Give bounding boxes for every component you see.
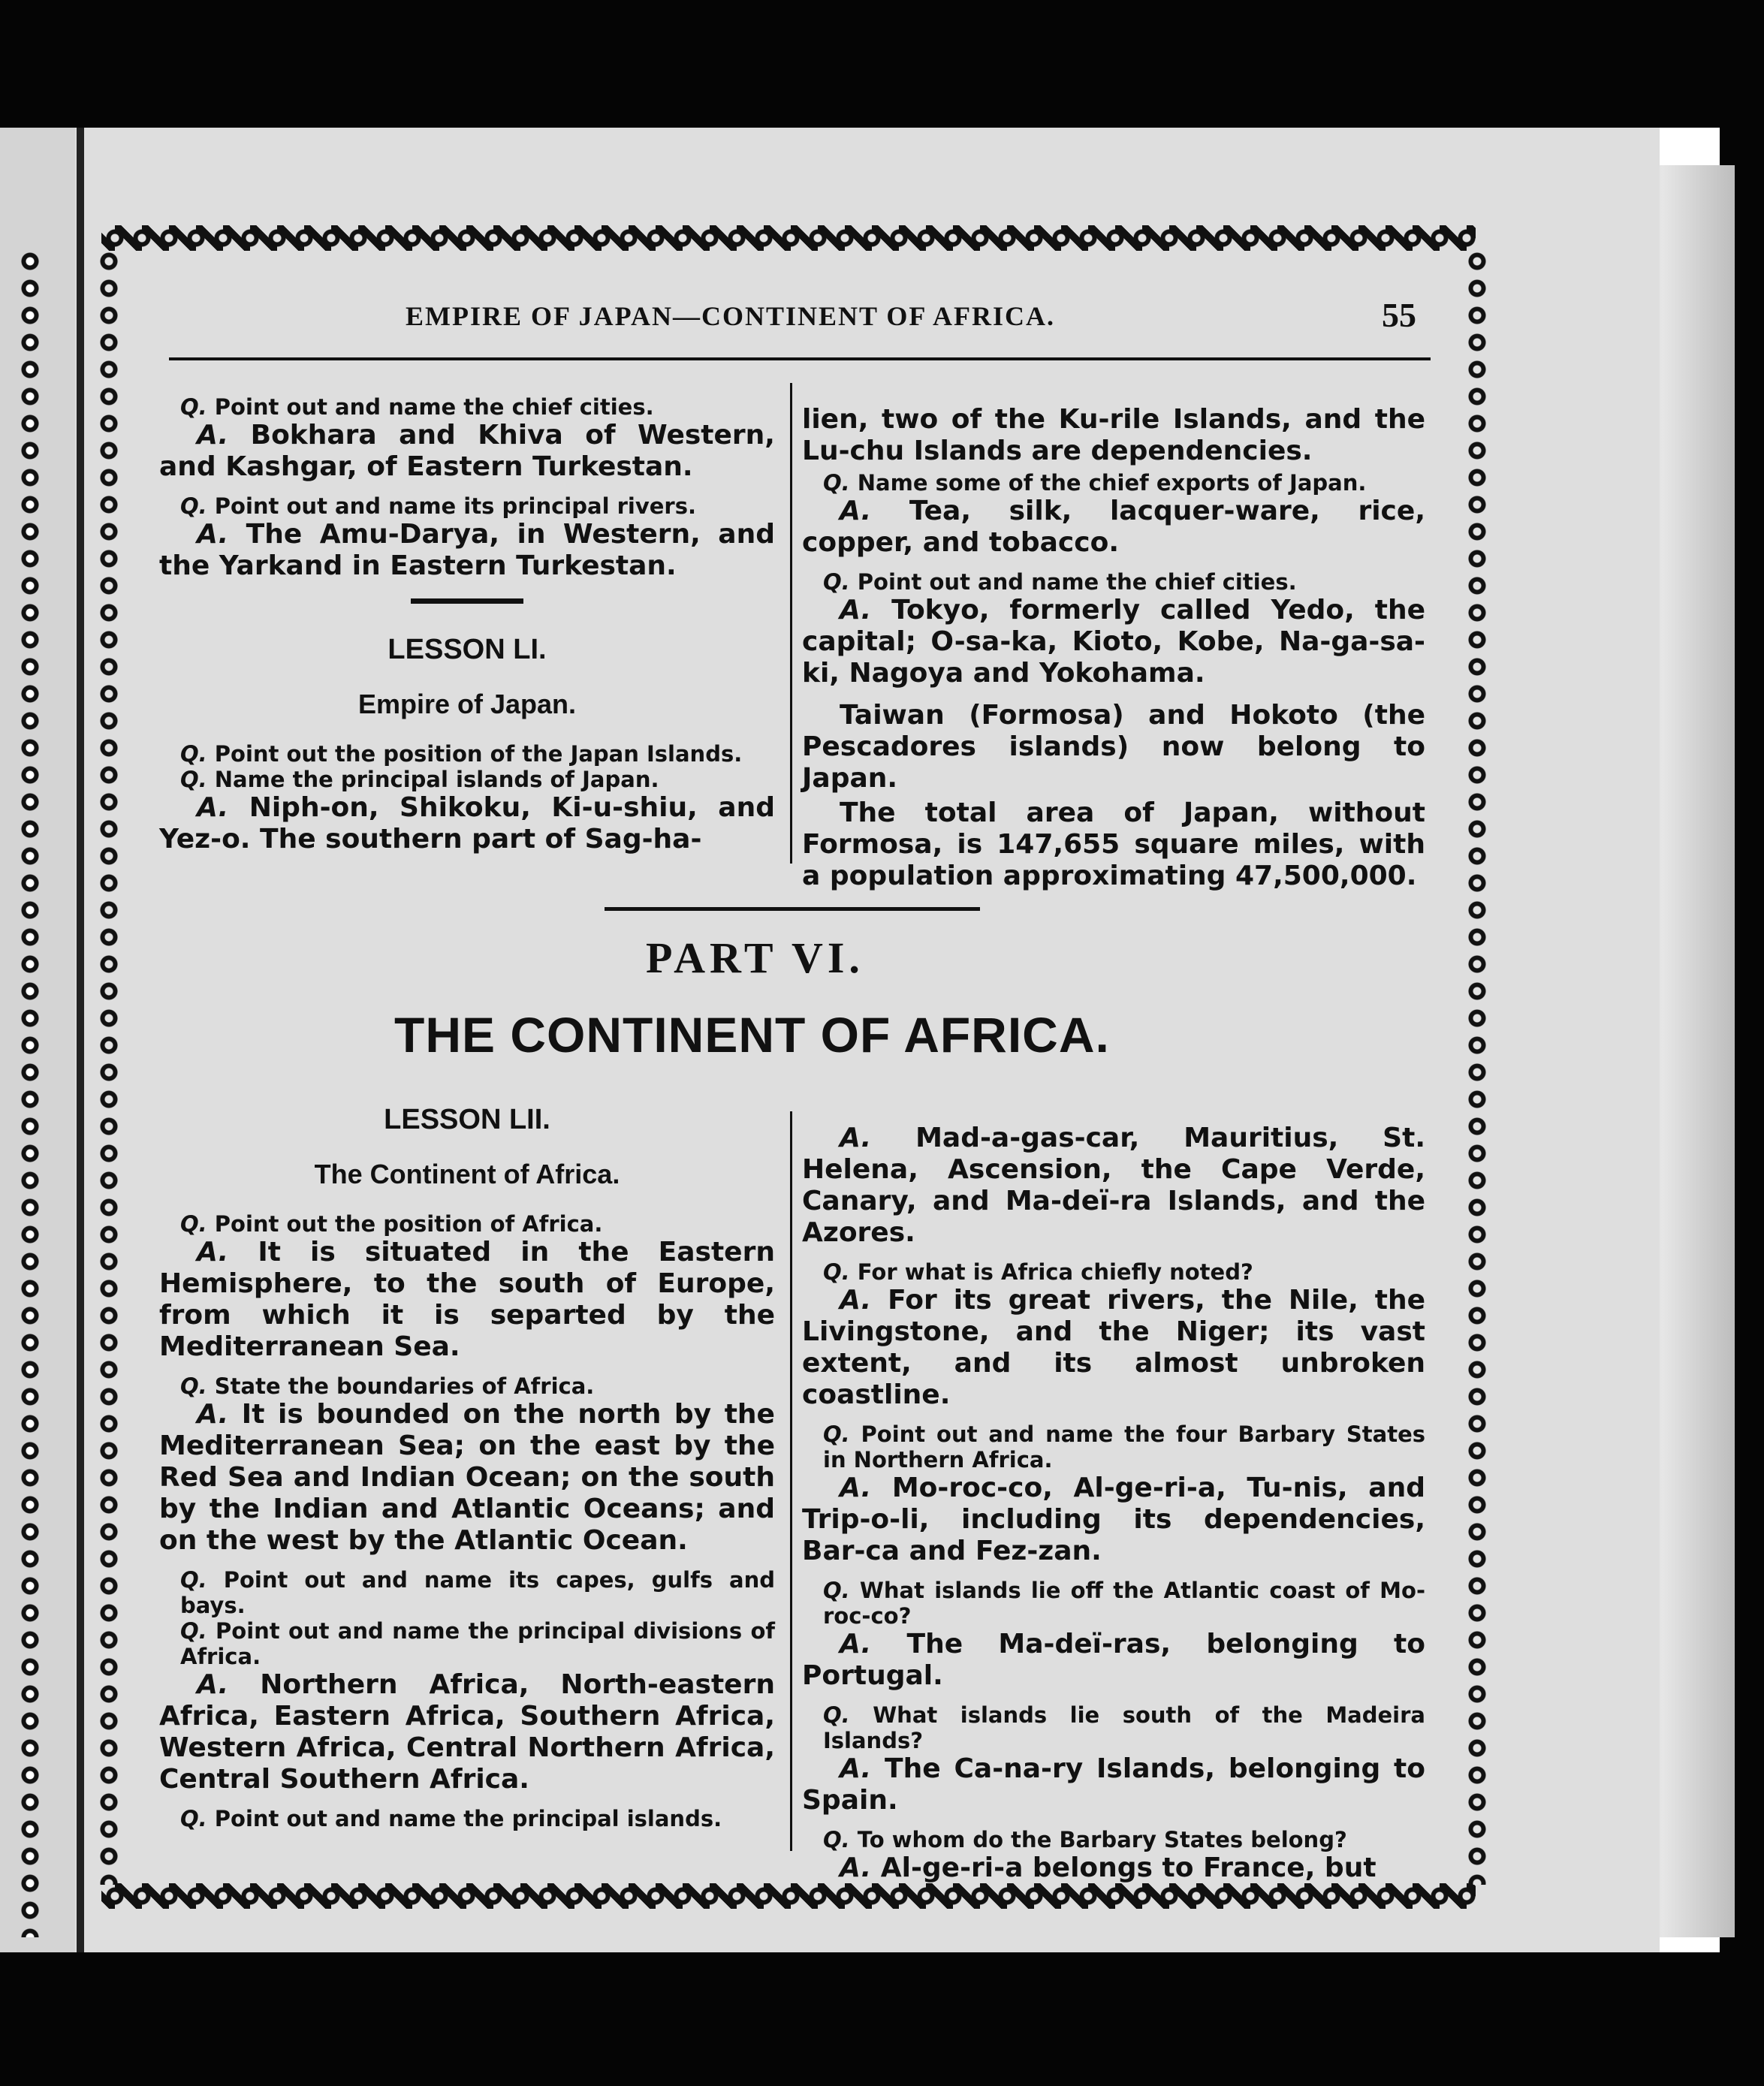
scan-background-bottom	[0, 1952, 1764, 2086]
page-number: 55	[1382, 296, 1416, 334]
question: Q. To whom do the Barbary States belong?	[823, 1827, 1347, 1852]
bottom-right-column	[802, 1123, 1425, 1895]
answer: A. Northern Africa, North-eastern Africa, Eastern Africa, Southern Africa, Western Africa, Central Northern Africa, Central Southern Africa.	[159, 1669, 775, 1795]
running-head: EMPIRE OF JAPAN—CONTINENT OF AFRICA.	[406, 301, 1056, 331]
column-divider-top	[790, 383, 792, 864]
question: Q. Name some of the chief exports of Japan.	[823, 470, 1367, 496]
question: Q. What islands lie off the Atlantic coast of Mo-roc-co?	[823, 1578, 1425, 1629]
scan-background-top	[0, 0, 1764, 128]
section-title: THE CONTINENT OF AFRICA.	[394, 1007, 1110, 1063]
lesson-subheading: The Continent of Africa.	[314, 1159, 620, 1189]
answer-continuation: lien, two of the Ku-rile Islands, and the Lu-chu Islands are dependencies.	[802, 404, 1425, 466]
question: Q. Point out and name its capes, gulfs and bays.	[180, 1567, 775, 1618]
answer: A. Bokhara and Khiva of Western, and Kashgar, of Eastern Turkestan.	[159, 420, 775, 482]
question: Q. Point out and name the principal divisions of Africa.	[180, 1618, 775, 1669]
previous-page-border	[17, 248, 44, 1937]
answer: A. It is bounded on the north by the Mediterranean Sea; on the east by the Red Sea and Indian Ocean; on the south by the Indian and Atlantic Oceans; and on the west by the Atlantic Ocean.	[159, 1399, 775, 1556]
part-rule	[605, 907, 980, 911]
answer: A. Niph-on, Shikoku, Ki-u-shiu, and Yez-o. The southern part of Sag-ha-	[159, 792, 775, 855]
answer: A. Tea, silk, lacquer-ware, rice, copper, and tobacco.	[802, 496, 1425, 558]
paragraph: Taiwan (Formosa) and Hokoto (the Pescadores islands) now belong to Japan.	[802, 700, 1425, 794]
question: Q. Point out and name the chief cities.	[180, 394, 654, 420]
ornamental-border-right	[1464, 248, 1490, 1885]
lesson-rule	[411, 598, 523, 604]
ornamental-border-left	[96, 248, 122, 1885]
question: Q. Point out and name the four Barbary States in Northern Africa.	[823, 1421, 1425, 1473]
answer: A. Mad-a-gas-car, Mauritius, St. Helena, Ascension, the Cape Verde, Canary, and Ma-deï-ra Islands, and the Azores.	[802, 1123, 1425, 1248]
top-right-column	[802, 404, 1425, 895]
answer: A. The Ma-deï-ras, belonging to Portugal.	[802, 1629, 1425, 1691]
question: Q. Point out the position of Africa.	[180, 1211, 603, 1237]
answer: A. Tokyo, formerly called Yedo, the capital; O-sa-ka, Kioto, Kobe, Na-ga-sa-ki, Nagoya and Yokohama.	[802, 595, 1425, 689]
column-divider-bottom	[790, 1111, 792, 1851]
page-spine-line	[77, 128, 84, 1952]
top-left-column	[159, 394, 775, 866]
part-heading: PART VI.	[646, 933, 864, 982]
question: Q. Name the principal islands of Japan.	[180, 767, 659, 792]
question: Q. Point out and name the principal islands.	[180, 1806, 722, 1831]
lesson-subheading: Empire of Japan.	[357, 689, 577, 719]
lesson-heading: LESSON LI.	[387, 634, 547, 665]
bottom-left-column	[159, 1081, 775, 1831]
question: Q. Point out the position of the Japan Islands.	[180, 741, 743, 767]
answer: A. The Ca-na-ry Islands, belonging to Spain.	[802, 1753, 1425, 1816]
answer: A. It is situated in the Eastern Hemisphere, to the south of Europe, from which it is separted by the Mediterranean Sea.	[159, 1237, 775, 1362]
question: Q. State the boundaries of Africa.	[180, 1373, 595, 1399]
paragraph: The total area of Japan, without Formosa, is 147,655 square miles, with a population approximating 47,500,000.	[802, 797, 1425, 891]
question: Q. For what is Africa chiefly noted?	[823, 1259, 1253, 1285]
answer: A. For its great rivers, the Nile, the Livingstone, and the Niger; its vast extent, and its almost unbroken coastline.	[802, 1285, 1425, 1410]
lesson-heading: LESSON LII.	[384, 1104, 550, 1135]
ornamental-border-top	[101, 225, 1476, 251]
question: Q. What islands lie south of the Madeira Islands?	[823, 1702, 1425, 1753]
question: Q. Point out and name its principal rivers.	[180, 493, 696, 519]
answer: A. The Amu-Darya, in Western, and the Yarkand in Eastern Turkestan.	[159, 519, 775, 581]
question: Q. Point out and name the chief cities.	[823, 569, 1297, 595]
answer: A. Mo-roc-co, Al-ge-ri-a, Tu-nis, and Trip-o-li, including its dependencies, Bar-ca and Fez-zan.	[802, 1473, 1425, 1566]
header-rule	[169, 357, 1431, 360]
answer: A. Al-ge-ri-a belongs to France, but	[840, 1852, 1377, 1883]
